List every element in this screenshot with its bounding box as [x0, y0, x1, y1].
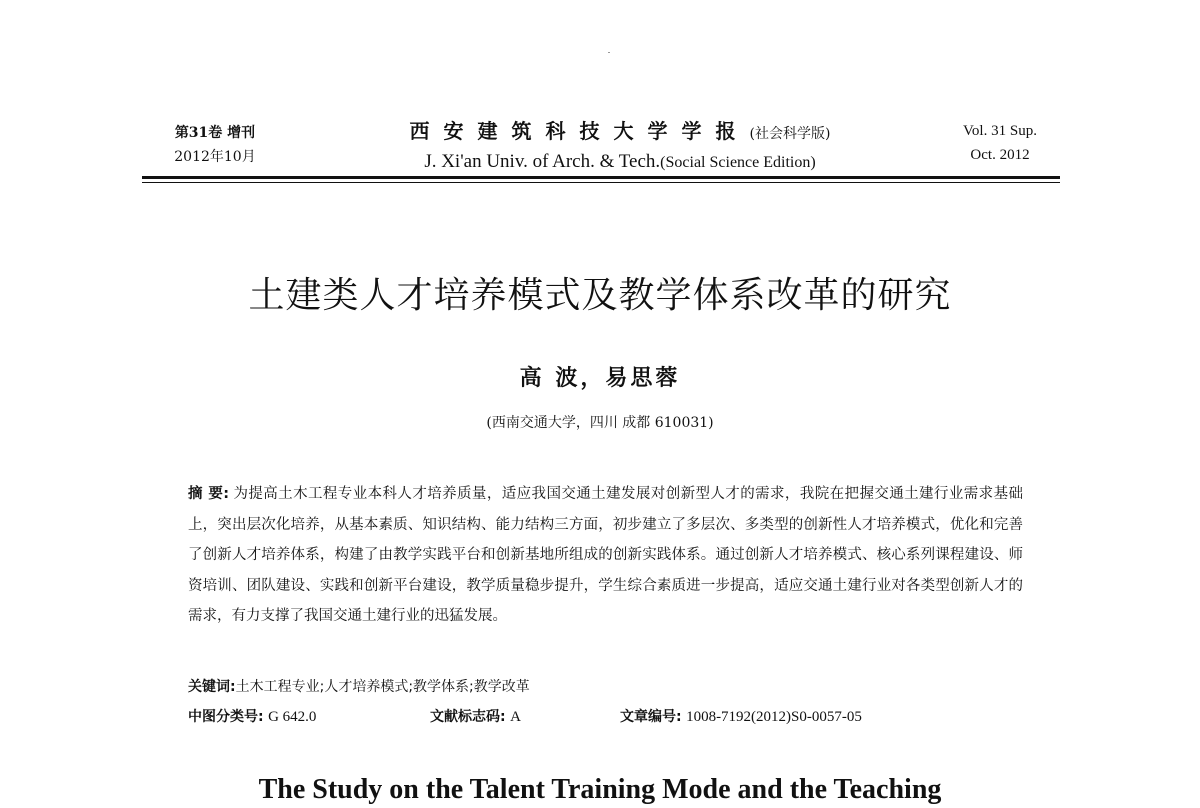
date-cn: 2012年10月	[174, 149, 256, 165]
header-rule-thin	[142, 182, 1060, 183]
abstract-label: 摘 要:	[188, 486, 230, 502]
keywords	[188, 675, 1023, 699]
clc-value: G 642.0	[268, 709, 317, 725]
english-title: The Study on the Talent Training Mode and the Teaching	[258, 774, 942, 805]
article-title: 土建类人才培养模式及教学体系改革的研究	[248, 275, 952, 316]
article-number-label: 文章编号:	[620, 709, 682, 725]
volume-en: Vol. 31 Sup.	[963, 123, 1037, 139]
article-number-value: 1008-7192(2012)S0-0057-05	[686, 709, 862, 725]
header-left	[140, 121, 290, 169]
doc-code	[430, 705, 521, 729]
header-right	[930, 119, 1070, 167]
scan-speck	[608, 52, 610, 53]
journal-name-cn-main: 西安建筑科技大学学报	[409, 119, 750, 143]
article-affiliation: (西南交通大学，四川 成都 610031)	[486, 415, 714, 431]
clc-code	[188, 705, 316, 729]
article-authors: 高 波，易思蓉	[519, 365, 681, 391]
keywords-label: 关键词:	[188, 679, 236, 695]
journal-name-en	[300, 149, 940, 176]
clc-label: 中图分类号:	[188, 709, 264, 725]
article-number	[620, 705, 862, 729]
doc-label: 文献标志码:	[430, 709, 506, 725]
doc-value: A	[510, 709, 521, 725]
journal-name-cn	[300, 116, 940, 149]
journal-name-en-suffix: (Social Science Edition)	[660, 154, 816, 171]
date-en: Oct. 2012	[970, 147, 1030, 163]
journal-name-en-main: J. Xi'an Univ. of Arch. & Tech.	[424, 151, 661, 172]
header-rule-thick	[142, 176, 1060, 179]
journal-masthead	[300, 116, 940, 176]
abstract	[188, 479, 1023, 632]
keywords-text: 土木工程专业;人才培养模式;教学体系;教学改革	[235, 679, 530, 695]
volume-cn: 第31卷 增刊	[174, 125, 256, 141]
abstract-text: 为提高土木工程专业本科人才培养质量，适应我国交通土建发展对创新型人才的需求，我院在把握交通土建行业需求基础上，突出层次化培养，从基本素质、知识结构、能力结构三方面，初步建立了多层次、多类型的创新性人才培养模式，优化和完善了创新人才培养体系，构建了由教学实践平台和创新基地所组成的创新实践体系。通过创新人才培养模式、核心系列课程建设、师资培训、团队建设、实践和创新平台建设，教学质量稳步提升，学生综合素质进一步提高，适应交通土建行业对各类型创新人才的需求，有力支撑了我国交通土建行业的迅猛发展。	[188, 486, 1023, 624]
journal-name-cn-suffix: (社会科学版)	[749, 126, 831, 142]
